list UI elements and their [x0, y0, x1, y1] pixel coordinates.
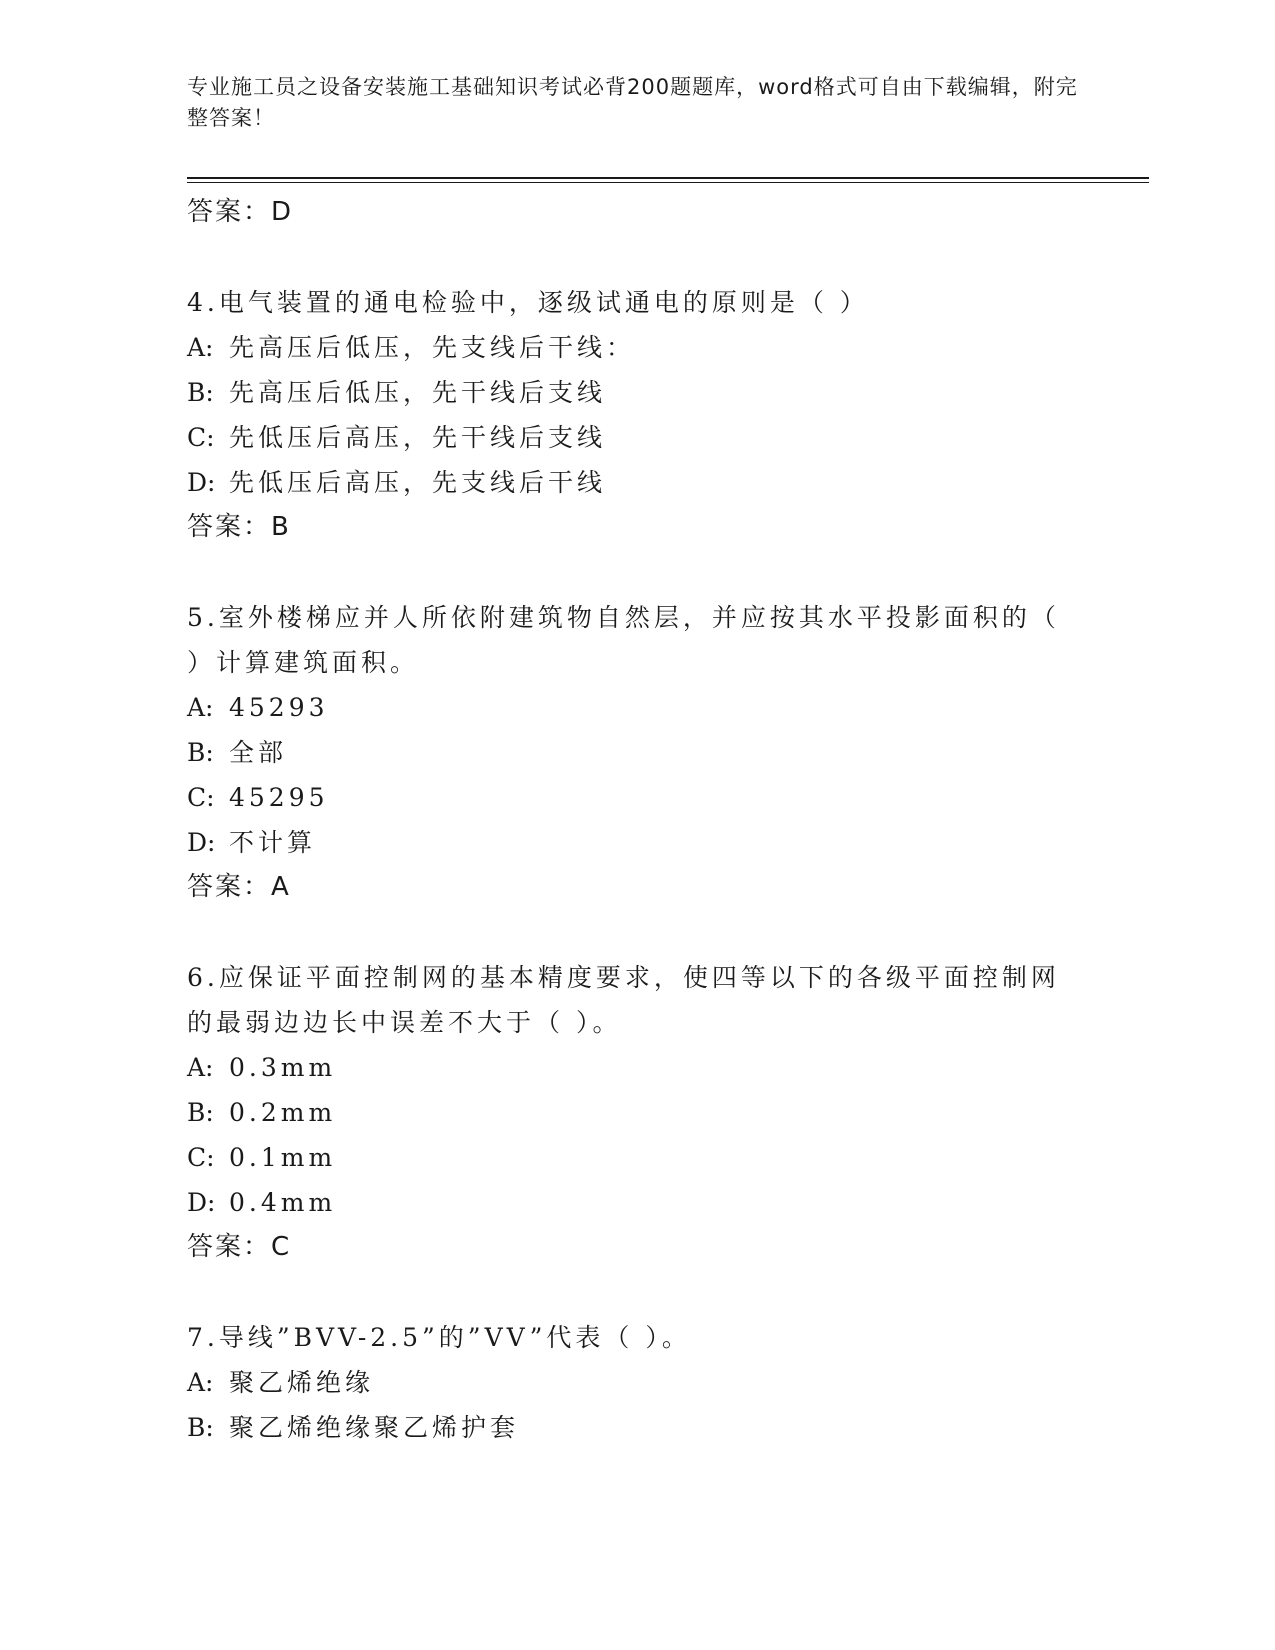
spacer [187, 1270, 1067, 1315]
question-block [187, 280, 1067, 550]
option-text: 聚乙烯绝缘聚乙烯护套 [229, 1413, 520, 1442]
option-item [187, 1045, 1067, 1090]
header-divider-thin [187, 182, 1149, 183]
question-text: 7.导线”BVV-2.5”的”VV”代表（ ）。 [187, 1323, 691, 1352]
option-letter: B: [187, 738, 214, 767]
question-block [187, 1315, 1067, 1450]
option-text: 不计算 [229, 828, 317, 857]
option-text: 45295 [229, 783, 329, 812]
previous-answer: 答案：D [187, 197, 294, 227]
answer-line: 答案：B [187, 512, 291, 542]
option-letter: A: [187, 1053, 214, 1082]
option-letter: A: [187, 1368, 214, 1397]
spacer [187, 910, 1067, 955]
option-text: 聚乙烯绝缘 [229, 1368, 375, 1397]
option-letter: D: [187, 828, 216, 857]
option-text: 先高压后低压，先支线后干线： [229, 333, 636, 362]
option-letter: A: [187, 693, 214, 722]
question-text: 5.室外楼梯应并人所依附建筑物自然层，并应按其水平投影面积的（ ）计算建筑面积。 [187, 603, 1060, 677]
option-text: 先低压后高压，先干线后支线 [229, 423, 607, 452]
question-text: 4.电气装置的通电检验中，逐级试通电的原则是（ ） [187, 288, 869, 317]
option-item [187, 820, 1067, 865]
option-item [187, 1360, 1067, 1405]
option-text: 先低压后高压，先支线后干线 [229, 468, 607, 497]
option-text: 0.3mm [229, 1053, 337, 1082]
option-text: 45293 [229, 693, 329, 722]
option-item [187, 370, 1067, 415]
option-letter: C: [187, 1143, 215, 1172]
option-text: 0.1mm [229, 1143, 337, 1172]
option-letter: B: [187, 1098, 214, 1127]
spacer [187, 235, 1067, 280]
option-letter: C: [187, 423, 215, 452]
option-letter: C: [187, 783, 215, 812]
spacer [187, 550, 1067, 595]
option-item [187, 460, 1067, 505]
option-item [187, 325, 1067, 370]
option-item [187, 1405, 1067, 1450]
option-letter: B: [187, 1413, 214, 1442]
header-divider-thick [187, 177, 1149, 179]
option-letter: B: [187, 378, 214, 407]
option-item [187, 1135, 1067, 1180]
option-item [187, 775, 1067, 820]
answer-line: 答案：C [187, 1232, 292, 1262]
option-item [187, 685, 1067, 730]
option-item [187, 1180, 1067, 1225]
page-header-title: 专业施工员之设备安装施工基础知识考试必背200题题库，word格式可自由下载编辑，附完整答案！ [187, 75, 1078, 130]
question-block [187, 955, 1067, 1270]
question-text: 6.应保证平面控制网的基本精度要求，使四等以下的各级平面控制网的最弱边边长中误差不大于（ ）。 [187, 963, 1060, 1037]
option-item [187, 730, 1067, 775]
option-letter: A: [187, 333, 214, 362]
option-text: 0.2mm [229, 1098, 337, 1127]
option-letter: D: [187, 468, 216, 497]
option-text: 先高压后低压，先干线后支线 [229, 378, 607, 407]
option-text: 0.4mm [229, 1188, 337, 1217]
option-text: 全部 [229, 738, 288, 767]
option-item [187, 1090, 1067, 1135]
option-item [187, 415, 1067, 460]
answer-line: 答案：A [187, 872, 291, 902]
option-letter: D: [187, 1188, 216, 1217]
question-list [187, 190, 1067, 1450]
question-block [187, 595, 1067, 910]
